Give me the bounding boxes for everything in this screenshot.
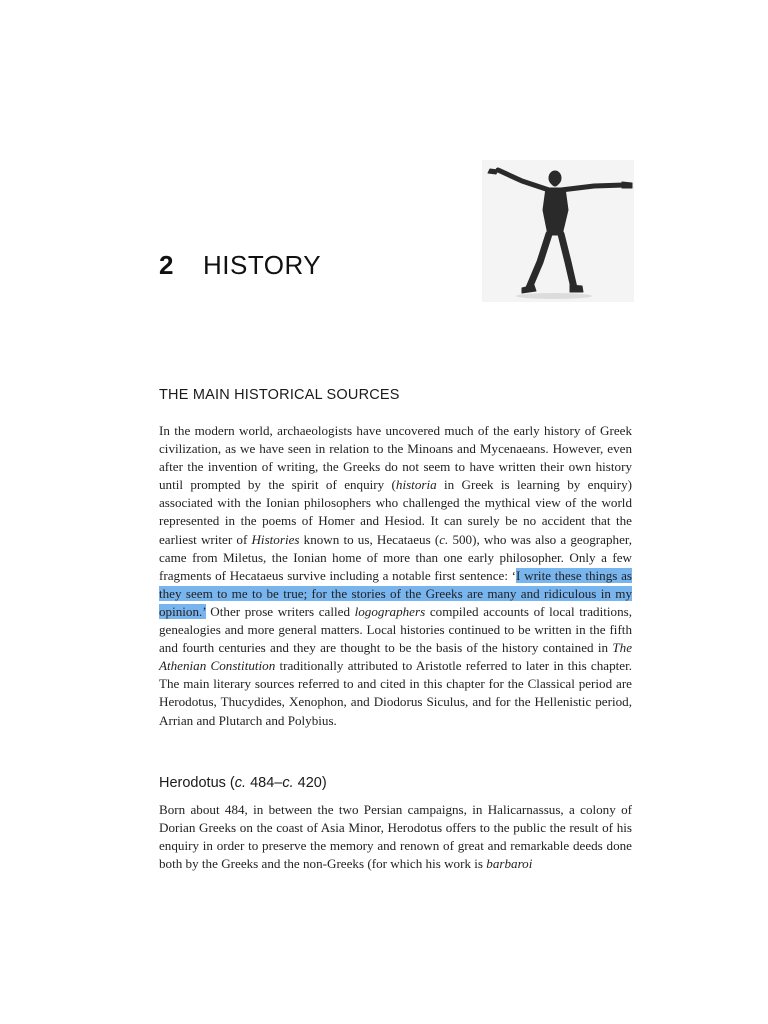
italic-term: The Athenian Constitution xyxy=(159,640,632,674)
section-heading: THE MAIN HISTORICAL SOURCES xyxy=(159,387,400,403)
italic-term: Histories xyxy=(251,531,300,547)
text-run: Born about 484, in between the two Persian campaigns, in Halicarnassus, a colony of Dorian Greeks on the coast of Asia Minor, Herodotus offers to the public the result of his enquiry in order to preserve the memory and renown of great and remarkable deeds done both by the Greeks and the non-Greeks (for which his work is xyxy=(159,802,632,872)
text-run: 500), who was also a geographer, came from Miletus, the Ionian home of more than one early philosopher. Only a few fragments of Hecataeus survive including a notable first sentence: ‘ xyxy=(159,531,632,583)
chapter-title xyxy=(159,248,321,282)
italic-term: logographers xyxy=(354,603,426,619)
text-run: known to us, Hecataeus ( xyxy=(299,531,440,547)
italic-term: c. xyxy=(234,775,247,791)
text-run: 484– xyxy=(246,775,283,791)
chapter-number: 2 xyxy=(159,250,174,280)
italic-term: barbaroi xyxy=(486,856,533,872)
italic-term: c. xyxy=(439,531,449,547)
paragraph-main-historical-sources xyxy=(159,422,632,730)
text-run: in Greek is learning by enquiry) associated with the Ionian philosophers who challenged the mythical view of the world represented in the poems of Homer and Hesiod. It can surely be no accident that the earliest writer of xyxy=(159,477,632,547)
highlighted-quote[interactable]: I write these things as they seem to me to be true; for the stories of the Greeks are many and ridiculous in my opinion.’ xyxy=(159,567,632,619)
text-run: compiled accounts of local traditions, genealogies and more general matters. Local histories continued to be written in the fifth and fourth centuries and they are thought to be the basis of the history contained in xyxy=(159,603,632,656)
chapter-name: HISTORY xyxy=(203,250,322,280)
text-run: traditionally attributed to Aristotle referred to later in this chapter. The main literary sources referred to and cited in this chapter for the Classical period are Herodotus, Thucydides, Xenophon, and Diodorus Siculus, and for the Hellenistic period, Arrian and Plutarch and Polybius. xyxy=(159,658,632,728)
text-run: Herodotus ( xyxy=(159,775,235,791)
text-run: 420) xyxy=(293,775,327,791)
italic-term: c. xyxy=(282,775,294,791)
paragraph-herodotus xyxy=(159,801,632,873)
statue-image xyxy=(482,160,634,302)
text-run: Other prose writers called xyxy=(205,603,355,619)
text-run: In the modern world, archaeologists have uncovered much of the early history of Greek civilization, as we have seen in relation to the Minoans and Mycenaeans. However, even after the invention of writing, the Greeks do not seem to have written their own history until prompted by the spirit of enquiry ( xyxy=(159,423,632,493)
italic-term: historia xyxy=(395,477,437,493)
subheading-herodotus xyxy=(159,773,327,793)
